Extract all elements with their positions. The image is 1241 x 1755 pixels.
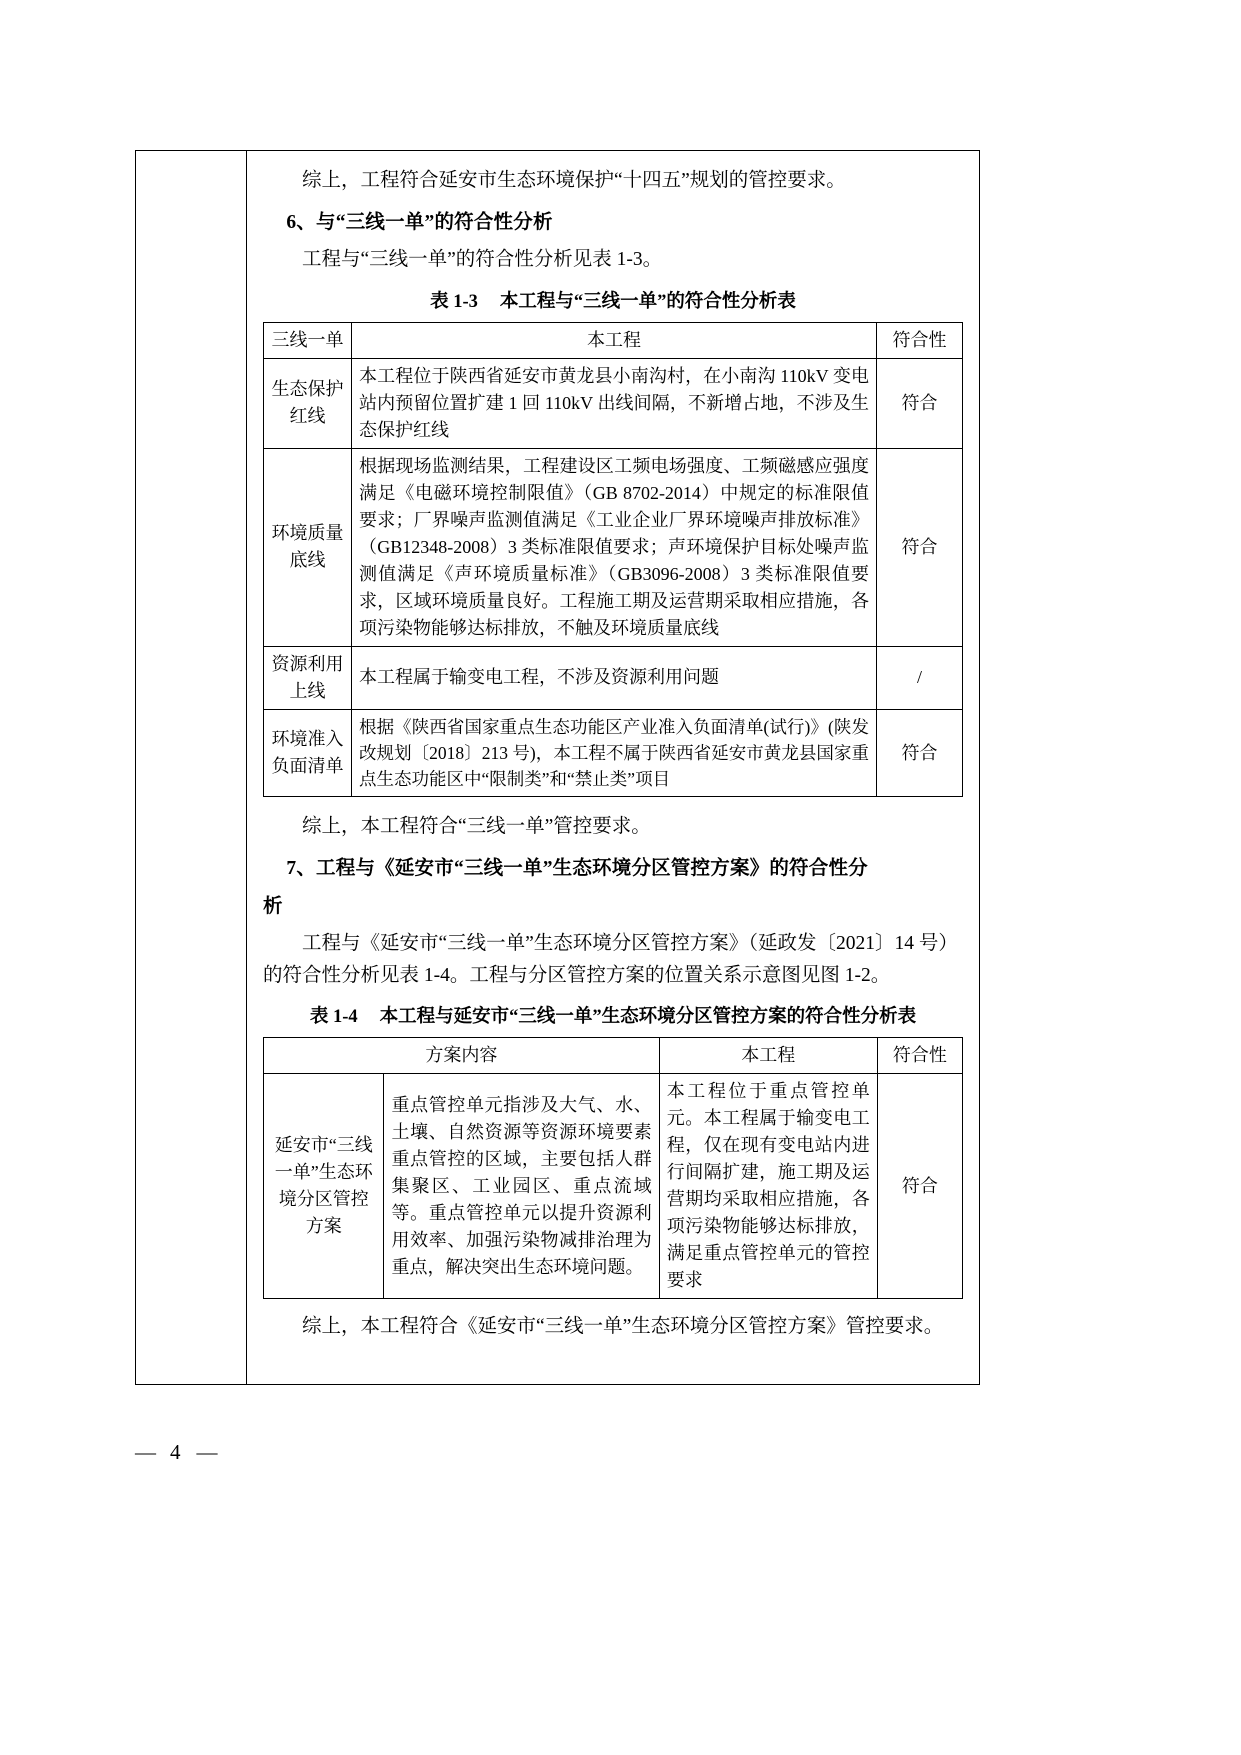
t13-row1-item: 生态保护红线 bbox=[264, 358, 352, 448]
table-1-4 bbox=[263, 1037, 963, 1299]
section-6-heading: 6、与“三线一单”的符合性分析 bbox=[286, 211, 553, 233]
table-1-4-caption bbox=[263, 1003, 963, 1033]
table-row bbox=[264, 358, 963, 448]
t13-header-project: 本工程 bbox=[352, 322, 877, 358]
section-6-intro: 工程与“三线一单”的符合性分析见表 1-3。 bbox=[302, 249, 663, 271]
section-7-intro: 工程与《延安市“三线一单”生态环境分区管控方案》（延政发〔2021〕14 号）的符合性分析见表 1-4。工程与分区管控方案的位置关系示意图见图 1-2。 bbox=[263, 933, 958, 986]
section-7-conclusion: 综上，本工程符合《延安市“三线一单”生态环境分区管控方案》管控要求。 bbox=[302, 1316, 944, 1338]
t14-row1-result: 符合 bbox=[877, 1074, 962, 1299]
t13-header-item: 三线一单 bbox=[264, 322, 352, 358]
top-paragraph: 综上，工程符合延安市生态环境保护“十四五”规划的管控要求。 bbox=[302, 170, 846, 191]
document-content bbox=[247, 151, 979, 1384]
table-1-3 bbox=[263, 322, 963, 798]
table-1-3-caption-text: 本工程与“三线一单”的符合性分析表 bbox=[499, 291, 796, 312]
t14-header-plan: 方案内容 bbox=[264, 1038, 660, 1074]
table-row bbox=[264, 1074, 963, 1299]
t14-header-project: 本工程 bbox=[659, 1038, 877, 1074]
table-row bbox=[264, 448, 963, 646]
t14-header-result: 符合性 bbox=[877, 1038, 962, 1074]
document-outer-frame bbox=[135, 150, 980, 1385]
table-row bbox=[264, 709, 963, 797]
t13-row3-item: 资源利用上线 bbox=[264, 646, 352, 709]
table-1-3-caption-number: 表 1-3 bbox=[430, 291, 478, 312]
t13-row3-content: 本工程属于输变电工程，不涉及资源利用问题 bbox=[352, 646, 877, 709]
section-6-conclusion: 综上，本工程符合“三线一单”管控要求。 bbox=[302, 816, 651, 838]
table-1-4-caption-text: 本工程与延安市“三线一单”生态环境分区管控方案的符合性分析表 bbox=[379, 1007, 917, 1028]
t14-row1-plan-content: 重点管控单元指涉及大气、水、土壤、自然资源等资源环境要素重点管控的区域，主要包括人群集聚区、工业园区、重点流域等。重点管控单元以提升资源利用效率、加强污染物减排治理为重点，解决突出生态环境问题。 bbox=[384, 1074, 659, 1299]
section-7-heading-continuation: 析 bbox=[263, 895, 283, 917]
footer-right-dash: — bbox=[196, 1440, 218, 1464]
t13-row4-result: 符合 bbox=[877, 709, 963, 797]
t13-row1-result: 符合 bbox=[877, 358, 963, 448]
t14-row1-project-content: 本工程位于重点管控单元。本工程属于输变电工程，仅在现有变电站内进行间隔扩建，施工期及运营期均采取相应措施，各项污染物能够达标排放，满足重点管控单元的管控要求 bbox=[659, 1074, 877, 1299]
table-row bbox=[264, 646, 963, 709]
t13-row2-content: 根据现场监测结果，工程建设区工频电场强度、工频磁感应强度满足《电磁环境控制限值》（GB 8702-2014）中规定的标准限值要求；厂界噪声监测值满足《工业企业厂界环境噪声排放标准》（GB12348-2008）3 类标准限值要求；声环境保护目标处噪声监测值满足《声环境质量标准》（GB3096-2008）3 类标准限值要求，区域环境质量良好。工程施工期及运营期采取相应措施，各项污染物能够达标排放，不触及环境质量底线 bbox=[352, 448, 877, 646]
frame-left-empty-column bbox=[136, 151, 247, 1384]
t14-row1-item: 延安市“三线一单”生态环境分区管控方案 bbox=[264, 1074, 384, 1299]
footer-page-number: 4 bbox=[170, 1440, 183, 1464]
t13-row2-item: 环境质量底线 bbox=[264, 448, 352, 646]
t13-row3-result: / bbox=[877, 646, 963, 709]
table-1-3-caption bbox=[263, 288, 963, 318]
section-7-heading: 7、工程与《延安市“三线一单”生态环境分区管控方案》的符合性分 bbox=[286, 858, 868, 880]
t13-row1-content: 本工程位于陕西省延安市黄龙县小南沟村，在小南沟 110kV 变电站内预留位置扩建 1 回 110kV 出线间隔，不新增占地，不涉及生态保护红线 bbox=[352, 358, 877, 448]
t13-row4-item: 环境准入负面清单 bbox=[264, 709, 352, 797]
t13-row4-content: 根据《陕西省国家重点生态功能区产业准入负面清单(试行)》(陕发改规划〔2018〕213 号)，本工程不属于陕西省延安市黄龙县国家重点生态功能区中“限制类”和“禁止类”项目 bbox=[352, 709, 877, 797]
t13-header-result: 符合性 bbox=[877, 322, 963, 358]
page-footer bbox=[135, 1440, 435, 1465]
table-row-header bbox=[264, 1038, 963, 1074]
footer-left-dash: — bbox=[135, 1440, 156, 1464]
t13-row2-result: 符合 bbox=[877, 448, 963, 646]
table-row-header bbox=[264, 322, 963, 358]
table-1-4-caption-number: 表 1-4 bbox=[309, 1007, 358, 1028]
